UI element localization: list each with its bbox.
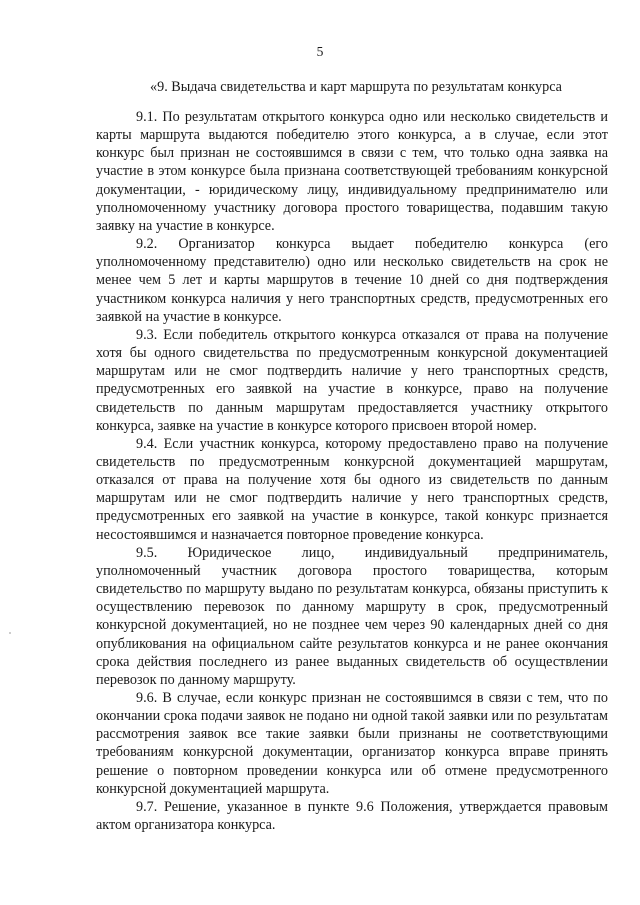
body-text [96,108,608,834]
scan-speck [9,632,11,634]
page-number: 5 [316,44,324,59]
paragraph-9-2: 9.2. Организатор конкурса выдает победителю конкурса (его уполномоченному представителю) одно или несколько свидетельств на срок не менее чем 5 лет и карты маршрутов в течение 10 дней со дня подтверждения участником конкурса наличия у него транспортных средств, предусмотренных его заявкой на участие в конкурсе. [96,236,608,325]
paragraph-9-6: 9.6. В случае, если конкурс признан не состоявшимся в связи с тем, что по окончании срока подачи заявок не подано ни одной такой заявки или по результатам рассмотрения заявок все такие заявки были признаны не соответствующими требованиям конкурсной документации, организатор конкурса вправе принять решение о повторном проведении конкурса или об отмене предусмотренного конкурсной документацией маршрута. [96,690,608,797]
paragraph-9-4: 9.4. Если участник конкурса, которому предоставлено право на получение свидетельств по предусмотренным конкурсной документацией маршрутам, отказался от права на получение хотя бы одного из свидетельств по данным маршрутам или не смог подтвердить наличие у него транспортных средств, предусмотренных его заявкой на участие в конкурсе, такой конкурс признается несостоявшимся и назначается повторное проведение конкурса. [96,435,608,543]
paragraph-9-7: 9.7. Решение, указанное в пункте 9.6 Положения, утверждается правовым актом организатора конкурса. [96,798,608,834]
paragraph-9-1: 9.1. По результатам открытого конкурса одно или несколько свидетельств и карты маршрута выдаются победителю этого конкурса, а в случае, если этот конкурс был признан не состоявшимся в связи с тем, что только одна заявка на участие в этом конкурсе была признана соответствующей требованиям конкурсной документации, - юридическому лицу, индивидуальному предпринимателю или уполномоченному участнику договора простого товарищества, подавшим такую заявку на участие в конкурсе. [96,109,608,234]
paragraph-9-3: 9.3. Если победитель открытого конкурса отказался от права на получение хотя бы одного свидетельства по предусмотренным конкурсной документацией маршрутам или не смог подтвердить наличие у него транспортных средств, предусмотренных его заявкой на участие в конкурсе, право на получение свидетельств по данным маршрутам предоставляется участнику открытого конкурса, заявке на участие в конкурсе которого присвоен второй номер. [96,326,608,434]
paragraph-9-5: 9.5. Юридическое лицо, индивидуальный предприниматель, уполномоченный участник договора простого товарищества, которым свидетельство по маршруту выдано по результатам конкурса, обязаны приступить к осуществлению перевозок по данному маршруту в срок, предусмотренный конкурсной документацией, но не позднее чем через 90 календарных дней со дня опубликования на официальном сайте результатов конкурса и не ранее окончания срока действия последнего из ранее выданных свидетельств об осуществлении перевозок по данному маршруту. [96,544,608,688]
section-title: «9. Выдача свидетельства и карт маршрута по результатам конкурса [150,79,562,95]
